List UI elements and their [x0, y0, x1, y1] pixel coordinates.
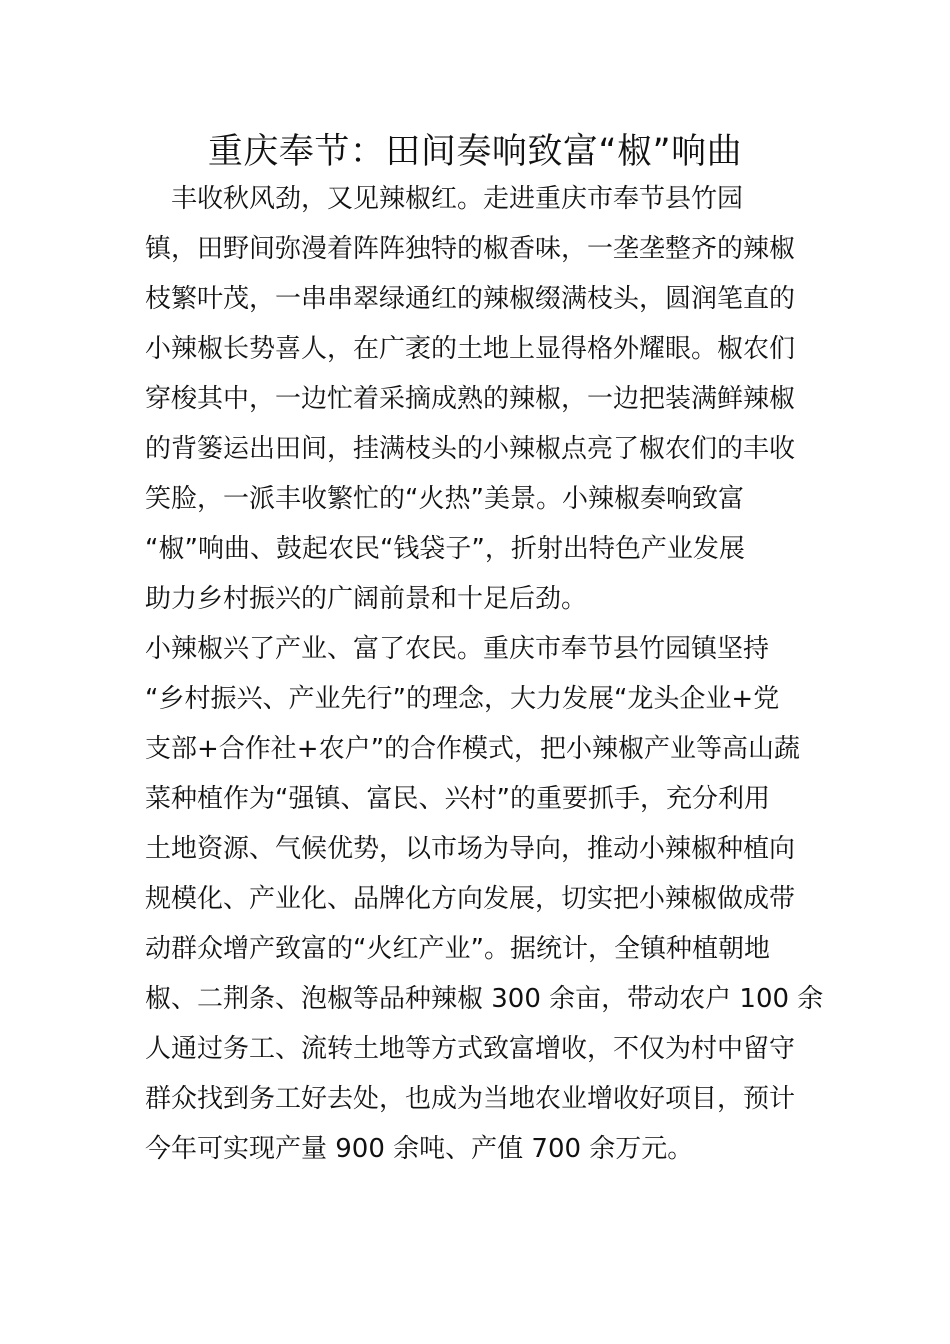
- paragraph-line: 丰收秋风劲，又见辣椒红。走进重庆市奉节县竹园: [145, 184, 744, 214]
- article-title: 重庆奉节：田间奏响致富“椒”响曲: [207, 132, 743, 172]
- paragraph-line: 今年可实现产量 900 余吨、产值 700 余万元。: [145, 1134, 694, 1164]
- paragraph-line: 的背篓运出田间，挂满枝头的小辣椒点亮了椒农们的丰收: [145, 434, 796, 464]
- paragraph-line: 支部+合作社+农户”的合作模式，把小辣椒产业等高山蔬: [145, 734, 801, 764]
- paragraph-line: 菜种植作为“强镇、富民、兴村”的重要抓手，充分利用: [145, 784, 770, 814]
- paragraph-line: 小辣椒兴了产业、富了农民。重庆市奉节县竹园镇坚持: [145, 634, 770, 664]
- paragraph-line: 椒、二荆条、泡椒等品种辣椒 300 余亩，带动农户 100 余: [145, 984, 824, 1014]
- paragraph-line: 群众找到务工好去处，也成为当地农业增收好项目，预计: [145, 1084, 796, 1114]
- paragraph-line: “椒”响曲、鼓起农民“钱袋子”，折射出特色产业发展: [145, 534, 745, 564]
- paragraph-2: [145, 624, 824, 1174]
- paragraph-line: 规模化、产业化、品牌化方向发展，切实把小辣椒做成带: [145, 884, 796, 914]
- paragraph-line: 动群众增产致富的“火红产业”。据统计，全镇种植朝地: [145, 934, 770, 964]
- paragraph-line: 镇，田野间弥漫着阵阵独特的椒香味，一垄垄整齐的辣椒: [145, 234, 796, 264]
- paragraph-line: 助力乡村振兴的广阔前景和十足后劲。: [145, 584, 588, 614]
- paragraph-line: 小辣椒长势喜人，在广袤的土地上显得格外耀眼。椒农们: [145, 334, 796, 364]
- paragraph-1: [145, 174, 807, 624]
- paragraph-line: 人通过务工、流转土地等方式致富增收，不仅为村中留守: [145, 1034, 796, 1064]
- paragraph-line: 枝繁叶茂，一串串翠绿通红的辣椒缀满枝头，圆润笔直的: [145, 284, 796, 314]
- paragraph-line: 笑脸，一派丰收繁忙的“火热”美景。小辣椒奏响致富: [145, 484, 744, 514]
- paragraph-line: 土地资源、气候优势，以市场为导向，推动小辣椒种植向: [145, 834, 796, 864]
- paragraph-line: “乡村振兴、产业先行”的理念，大力发展“龙头企业+党: [145, 684, 780, 714]
- paragraph-line: 穿梭其中，一边忙着采摘成熟的辣椒，一边把装满鲜辣椒: [145, 384, 796, 414]
